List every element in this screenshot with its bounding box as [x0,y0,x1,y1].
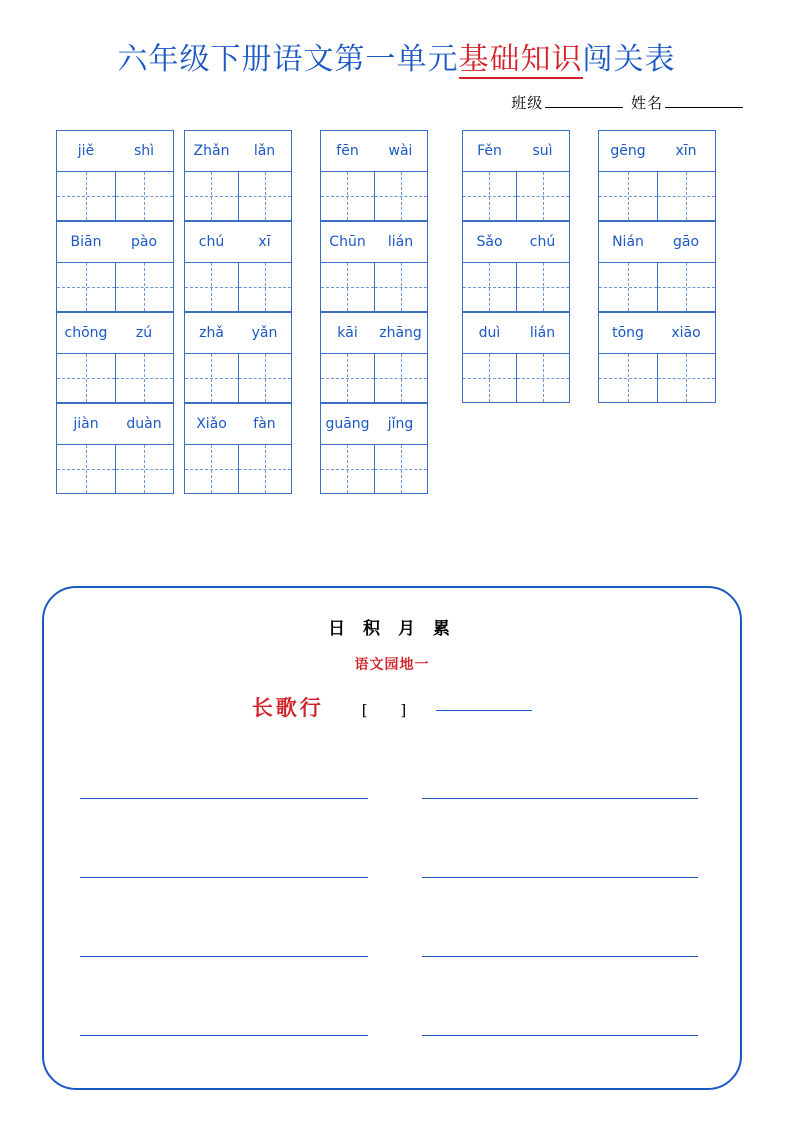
character-cell[interactable] [599,354,658,402]
character-write-row[interactable] [598,171,716,221]
word-block [462,221,570,312]
word-block [56,130,174,221]
word-block [598,312,716,403]
character-cell[interactable] [517,354,570,402]
daily-accumulation-panel [42,586,742,1090]
pinyin-row [56,130,174,171]
pinyin-syllable: tōng [612,325,644,341]
character-write-row[interactable] [462,171,570,221]
pinyin-syllable: fēn [336,143,359,159]
character-cell[interactable] [239,263,292,311]
character-write-row[interactable] [320,262,428,312]
pinyin-syllable: pào [130,234,158,250]
character-write-row[interactable] [184,171,292,221]
pinyin-syllable: chú [198,234,225,250]
writing-line[interactable] [422,877,698,878]
character-cell[interactable] [185,445,239,493]
page-title-part2: 闯关表 [582,42,676,77]
pinyin-syllable: gēng [610,143,646,159]
word-block [184,312,292,403]
character-cell[interactable] [321,172,375,220]
pinyin-syllable: xīn [675,143,697,159]
pinyin-row [320,221,428,262]
writing-line[interactable] [80,877,368,878]
word-block [320,130,428,221]
character-cell[interactable] [57,354,116,402]
character-cell[interactable] [321,263,375,311]
character-write-row[interactable] [184,262,292,312]
pinyin-row [598,221,716,262]
pinyin-syllable: Fěn [477,143,502,159]
word-block [184,221,292,312]
pinyin-row [462,221,570,262]
pinyin-syllable: duàn [126,416,162,432]
pinyin-row [184,403,292,444]
word-block [184,130,292,221]
character-cell[interactable] [375,263,428,311]
writing-line[interactable] [80,1035,368,1036]
character-write-row[interactable] [320,353,428,403]
pinyin-syllable: zú [135,325,153,341]
pinyin-syllable: shì [133,143,155,159]
poem-title: 长歌行 [251,695,324,720]
character-write-row[interactable] [56,262,174,312]
class-label: 班级 [511,94,544,112]
poem-row [44,692,740,722]
pinyin-syllable: kāi [337,325,358,341]
word-block [56,312,174,403]
character-write-row[interactable] [184,353,292,403]
pinyin-syllable: Xiǎo [196,416,227,432]
pinyin-row [462,312,570,353]
word-block [598,221,716,312]
character-cell[interactable] [185,354,239,402]
name-input-blank[interactable] [665,107,743,108]
pinyin-row [56,403,174,444]
writing-line[interactable] [422,1035,698,1036]
character-cell[interactable] [375,445,428,493]
character-cell[interactable] [321,354,375,402]
character-cell[interactable] [239,172,292,220]
pinyin-syllable: suì [532,143,553,159]
word-block [598,130,716,221]
pinyin-row [184,130,292,171]
character-cell[interactable] [463,354,517,402]
character-cell[interactable] [57,445,116,493]
pinyin-syllable: yǎn [251,325,278,341]
panel-subtitle: 语文园地一 [354,657,430,673]
character-write-row[interactable] [56,353,174,403]
character-cell[interactable] [116,354,174,402]
poem-author-blank[interactable] [436,710,532,711]
pinyin-row [598,130,716,171]
word-block [56,403,174,494]
pinyin-syllable: zhǎ [199,325,224,341]
pinyin-row [56,312,174,353]
character-write-row[interactable] [462,353,570,403]
character-cell[interactable] [185,263,239,311]
student-info-row [511,92,745,113]
pinyin-syllable: guāng [325,416,370,432]
pinyin-row [320,403,428,444]
pinyin-grid-columns [56,130,746,550]
character-cell[interactable] [463,263,517,311]
pinyin-row [184,221,292,262]
character-cell[interactable] [599,263,658,311]
word-block [320,403,428,494]
word-block [320,221,428,312]
character-cell[interactable] [116,445,174,493]
character-write-row[interactable] [598,353,716,403]
page-title [0,34,793,78]
character-cell[interactable] [658,172,716,220]
character-cell[interactable] [463,172,517,220]
pinyin-row [184,312,292,353]
pinyin-syllable: chú [529,234,556,250]
pinyin-syllable: duì [478,325,501,341]
pinyin-column [320,130,428,494]
writing-line[interactable] [422,798,698,799]
page-title-part1: 六年级下册语文第一单元 [117,42,459,77]
writing-line[interactable] [80,798,368,799]
pinyin-column [56,130,174,494]
pinyin-row [320,312,428,353]
pinyin-syllable: Sǎo [476,234,503,250]
pinyin-syllable: gāo [672,234,700,250]
word-block [462,130,570,221]
pinyin-column [598,130,716,403]
character-cell[interactable] [517,172,570,220]
pinyin-syllable: wài [388,143,413,159]
pinyin-syllable: jiàn [73,416,99,432]
pinyin-row [56,221,174,262]
pinyin-syllable: Biān [70,234,102,250]
character-cell[interactable] [116,263,174,311]
pinyin-syllable: Nián [612,234,644,250]
poem-dynasty-bracket: [ ] [361,701,421,719]
character-cell[interactable] [517,263,570,311]
word-block [462,312,570,403]
name-label: 姓名 [630,94,663,112]
pinyin-column [184,130,292,494]
pinyin-syllable: jǐng [387,416,414,432]
writing-line[interactable] [80,956,368,957]
character-write-row[interactable] [320,444,428,494]
character-cell[interactable] [116,172,174,220]
pinyin-syllable: zhāng [379,325,422,341]
pinyin-syllable: xī [258,234,271,250]
pinyin-syllable: lián [529,325,556,341]
character-cell[interactable] [185,172,239,220]
page-title-highlight: 基础知识 [458,42,583,77]
character-cell[interactable] [375,172,428,220]
character-cell[interactable] [599,172,658,220]
writing-line[interactable] [422,956,698,957]
character-cell[interactable] [658,354,716,402]
character-cell[interactable] [57,172,116,220]
pinyin-syllable: Zhǎn [193,143,230,159]
character-cell[interactable] [239,445,292,493]
answer-lines-area [44,768,740,1078]
pinyin-syllable: lǎn [253,143,276,159]
pinyin-row [320,130,428,171]
character-cell[interactable] [375,354,428,402]
word-block [56,221,174,312]
character-write-row[interactable] [56,171,174,221]
pinyin-row [598,312,716,353]
character-cell[interactable] [57,263,116,311]
pinyin-syllable: xiāo [671,325,701,341]
class-input-blank[interactable] [545,107,623,108]
character-write-row[interactable] [56,444,174,494]
word-block [320,312,428,403]
pinyin-syllable: Chūn [329,234,366,250]
word-block [184,403,292,494]
pinyin-row [462,130,570,171]
pinyin-syllable: jiě [77,143,95,159]
pinyin-syllable: lián [387,234,414,250]
character-cell[interactable] [321,445,375,493]
pinyin-column [462,130,570,403]
pinyin-syllable: fàn [253,416,276,432]
character-write-row[interactable] [184,444,292,494]
character-cell[interactable] [658,263,716,311]
pinyin-syllable: chōng [64,325,108,341]
character-write-row[interactable] [462,262,570,312]
character-cell[interactable] [239,354,292,402]
panel-title: 日 积 月 累 [328,619,456,639]
character-write-row[interactable] [320,171,428,221]
character-write-row[interactable] [598,262,716,312]
